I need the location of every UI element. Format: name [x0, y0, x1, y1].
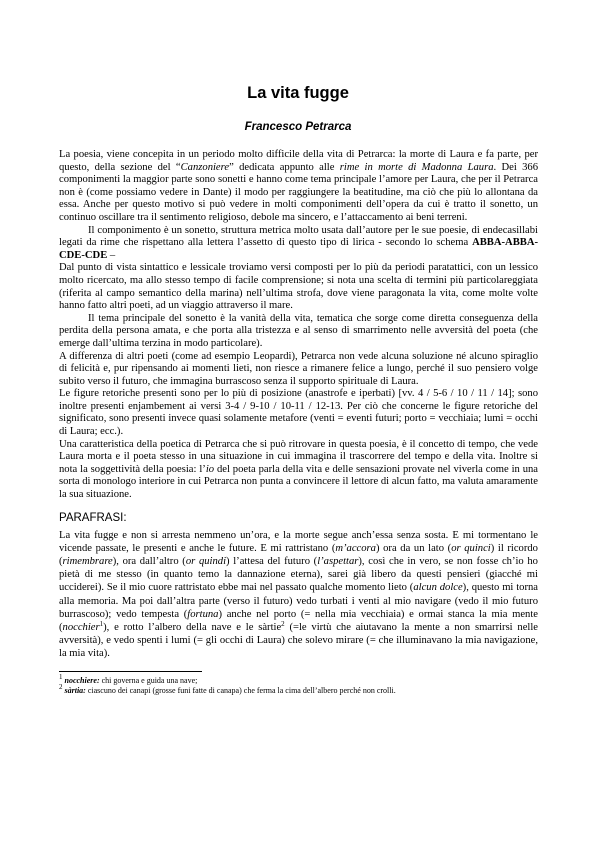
- footnote-ref-1[interactable]: 1: [99, 620, 104, 629]
- intro-paragraph-1: La poesia, viene concepita in un periodo molto difficile della vita di Petrarca: la morte di Laura e fa parte, per questo, della sezione del “Canzoniere” dedicata appunto alle rime in morte di Madonna Laura. Dei 366 componimenti la maggior parte sono sonetti e hanno come tema principale l’amore per Laura, che per il Petrarca non è (come possiamo vedere in Dante) il modo per raggiungere la beatitudine, ma ciò che più lo allontana da essa. Anche per questo motivo si può vedere in molti componimenti dell’opera da cui è tratto il sonetto, un continuo oscillare tra il sentimento religioso, debole ma sincero, e l’attaccamento ai beni terreni.: [59, 149, 538, 223]
- intro-paragraph-2: Il componimento è un sonetto, struttura metrica molto usata dall’autore per le sue poesie, di endecasillabi legati da rime che rispettano alla lettera l’assetto di questo tipo di lirica - secondo lo schema ABBA-ABBA-CDE-CDE –: [59, 224, 538, 261]
- footnote-2: $^2$ sàrtia: ciascuno dei canapi (grosse funi fatte di canapa) che ferma la cima dell’albero perché non crolli.: [59, 683, 396, 696]
- parafrasi-heading: PARAFRASI:: [59, 511, 127, 524]
- rhyme-scheme: ABBA-ABBA-CDE-CDE: [59, 237, 538, 261]
- intro-paragraph-6: Le figure retoriche presenti sono per lo più di posizione (anastrofe e iperbati) [vv. 4 / 5-6 / 10 / 11 / 14]; sono inoltre presenti enjambement ai versi 3-4 / 9-10 / 10-11 / 12-13. Per ciò che concerne le figure retoriche del significato, sono presenti invece quasi solamente metafore (venti = eventi futuri; porto = vecchiaia; lumi = occhi di Laura; ecc.).: [59, 388, 538, 438]
- intro-paragraph-4: Il tema principale del sonetto è la vanità della vita, tematica che sorge come diretta conseguenza della perdita della persona amata, e che porta alla tristezza e al senso di smarrimento nelle avversità del poeta (che emerge dall’ultima terzina in modo particolare).: [59, 312, 538, 349]
- author-name: Francesco Petrarca: [244, 121, 352, 133]
- footnote-separator: [59, 671, 202, 672]
- footnote-ref-2[interactable]: 2: [281, 620, 285, 629]
- intro-paragraph-5: A differenza di altri poeti (come ad esempio Leopardi), Petrarca non vede alcuna soluzione né alcuno spiraglio di felicità e, pur ripensando ai momenti lieti, non riesce a rimanere felice a lungo, perché il suo pensiero volge subito verso il futuro, che immagina burrascoso senza il supporto spirituale di Laura.: [59, 350, 538, 387]
- intro-paragraph-7: Una caratteristica della poetica di Petrarca che si può ritrovare in questa poesia, è il concetto di tempo, che vede Laura morta e il poeta stesso in una situazione in cui immagina il trascorrere del tempo e della vita. Inoltre si nota la soggettività della poesia: l’io del poeta parla della vita e delle sensazioni provate nel viverla come in una sorta di monologo interiore in cui Petrarca non punta a convincere il lettore di alcun fatto, ma valuta amaramente la sua situazione.: [59, 438, 538, 501]
- document-body: [59, 149, 538, 697]
- footnote-1: $^1$ nocchiere: chi governa e guida una nave;: [59, 672, 198, 685]
- intro-paragraph-3: Dal punto di vista sintattico e lessicale troviamo versi composti per lo più da periodi paratattici, con un lessico molto ricercato, ma allo stesso tempo di facile comprensione; si nota una scelta di termini più particolareggiata (riferita al campo semantico della marina) nell’ultima strofa, dove viene paragonata la vita, come molte volte hanno fatto altri poeti, ad un viaggio attraverso il mare.: [59, 262, 538, 312]
- document-title: La vita fugge: [247, 84, 349, 102]
- parafrasi-paragraph: La vita fugge e non si arresta nemmeno un’ora, e la morte segue anch’essa senza sosta. E mi tormentano le vicende passate, le presenti e anche le future. E mi rattristano (m’accora) ora da un lato (or quinci) il ricordo (rimembrare), ora dall’altro (or quindi) l’attesa del futuro (l’aspettar), così che in vero, se non fosse ch’io ho pietà di me stesso (in quanto temo la dannazione eterna), sarei già libero da questi pensieri (giacché mi ucciderei). Se il mio cuore rattristato ebbe mai nel passato qualche momento lieto (alcun dolce), questo mi torna alla memoria. Ma poi dall’altra parte (verso il futuro) vedo turbati i venti al mio navigare (vedo il mio futuro burrascoso); vedo tempesta (fortuna) anche nel porto (= nella mia vecchiaia) e ormai stanca la mia mente (nocchier$^1$), e rotto l’albero della nave e le sàrtie$^2$ (=le virtù che aiutavano la mente a non smarrirsi nelle avversità), e vedo spenti i lumi (= gli occhi di Laura) che solevo mirare (= che illuminavano la mia navigazione, la mia vita).: [59, 529, 539, 660]
